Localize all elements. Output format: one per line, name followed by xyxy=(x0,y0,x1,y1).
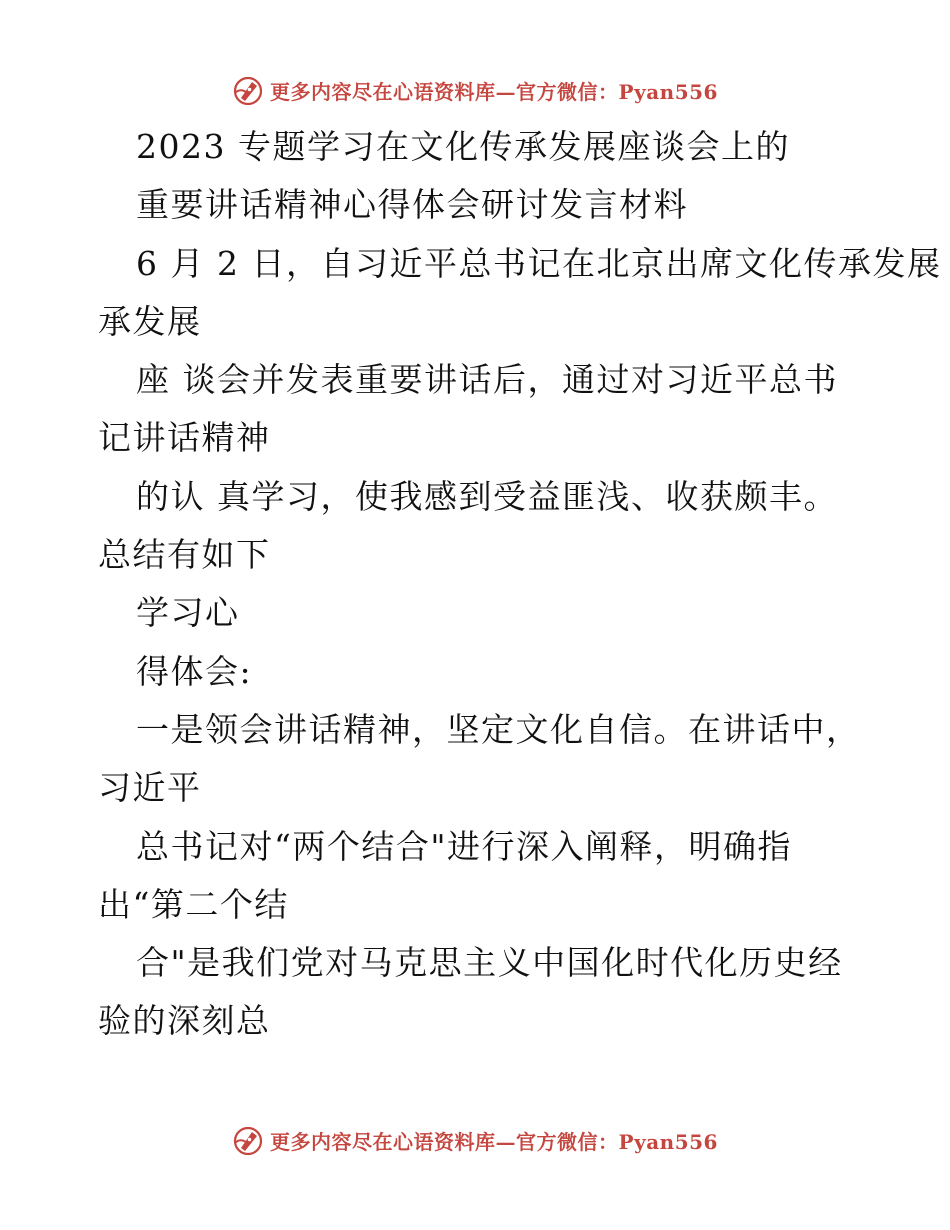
document-title-line-2: 重要讲话精神心得体会研讨发言材料 xyxy=(136,185,688,225)
paragraph-line: 承发展 xyxy=(98,301,202,341)
footer-banner xyxy=(0,1120,950,1160)
paragraph-line: 验的深刻总 xyxy=(98,1001,271,1041)
pen-nib-logo-icon xyxy=(232,1124,264,1156)
paragraph-line: 一是领会讲话精神，坚定文化自信。在讲话中， xyxy=(136,709,861,749)
paragraph-line: 学习心 xyxy=(136,593,240,633)
paragraph-line: 总结有如下 xyxy=(98,535,271,575)
header-banner-text: 更多内容尽在心语资料库—官方微信：Pyan556 xyxy=(270,79,718,104)
document-body xyxy=(98,118,942,1051)
paragraph-line: 合"是我们党对马克思主义中国化时代化历史经 xyxy=(136,943,843,983)
paragraph-line: 6 月 2 日，自习近平总书记在北京出席文化传承发展 xyxy=(136,243,942,283)
paragraph-line: 总书记对“两个结合"进行深入阐释，明确指 xyxy=(136,826,793,866)
header-banner xyxy=(0,70,950,110)
paragraph-line: 座 谈会并发表重要讲话后，通过对习近平总书 xyxy=(136,360,838,400)
paragraph-line: 的认 真学习，使我感到受益匪浅、收获颇丰。 xyxy=(136,476,838,516)
footer-banner-text: 更多内容尽在心语资料库—官方微信：Pyan556 xyxy=(270,1129,718,1154)
paragraph-line: 出“第二个结 xyxy=(98,884,289,924)
paragraph-line: 习近平 xyxy=(98,768,202,808)
paragraph-line: 得体会: xyxy=(136,651,253,691)
paragraph-line: 记讲话精神 xyxy=(98,418,271,458)
pen-nib-logo-icon xyxy=(232,74,264,106)
document-title-line-1: 2023 专题学习在文化传承发展座谈会上的 xyxy=(136,127,790,166)
